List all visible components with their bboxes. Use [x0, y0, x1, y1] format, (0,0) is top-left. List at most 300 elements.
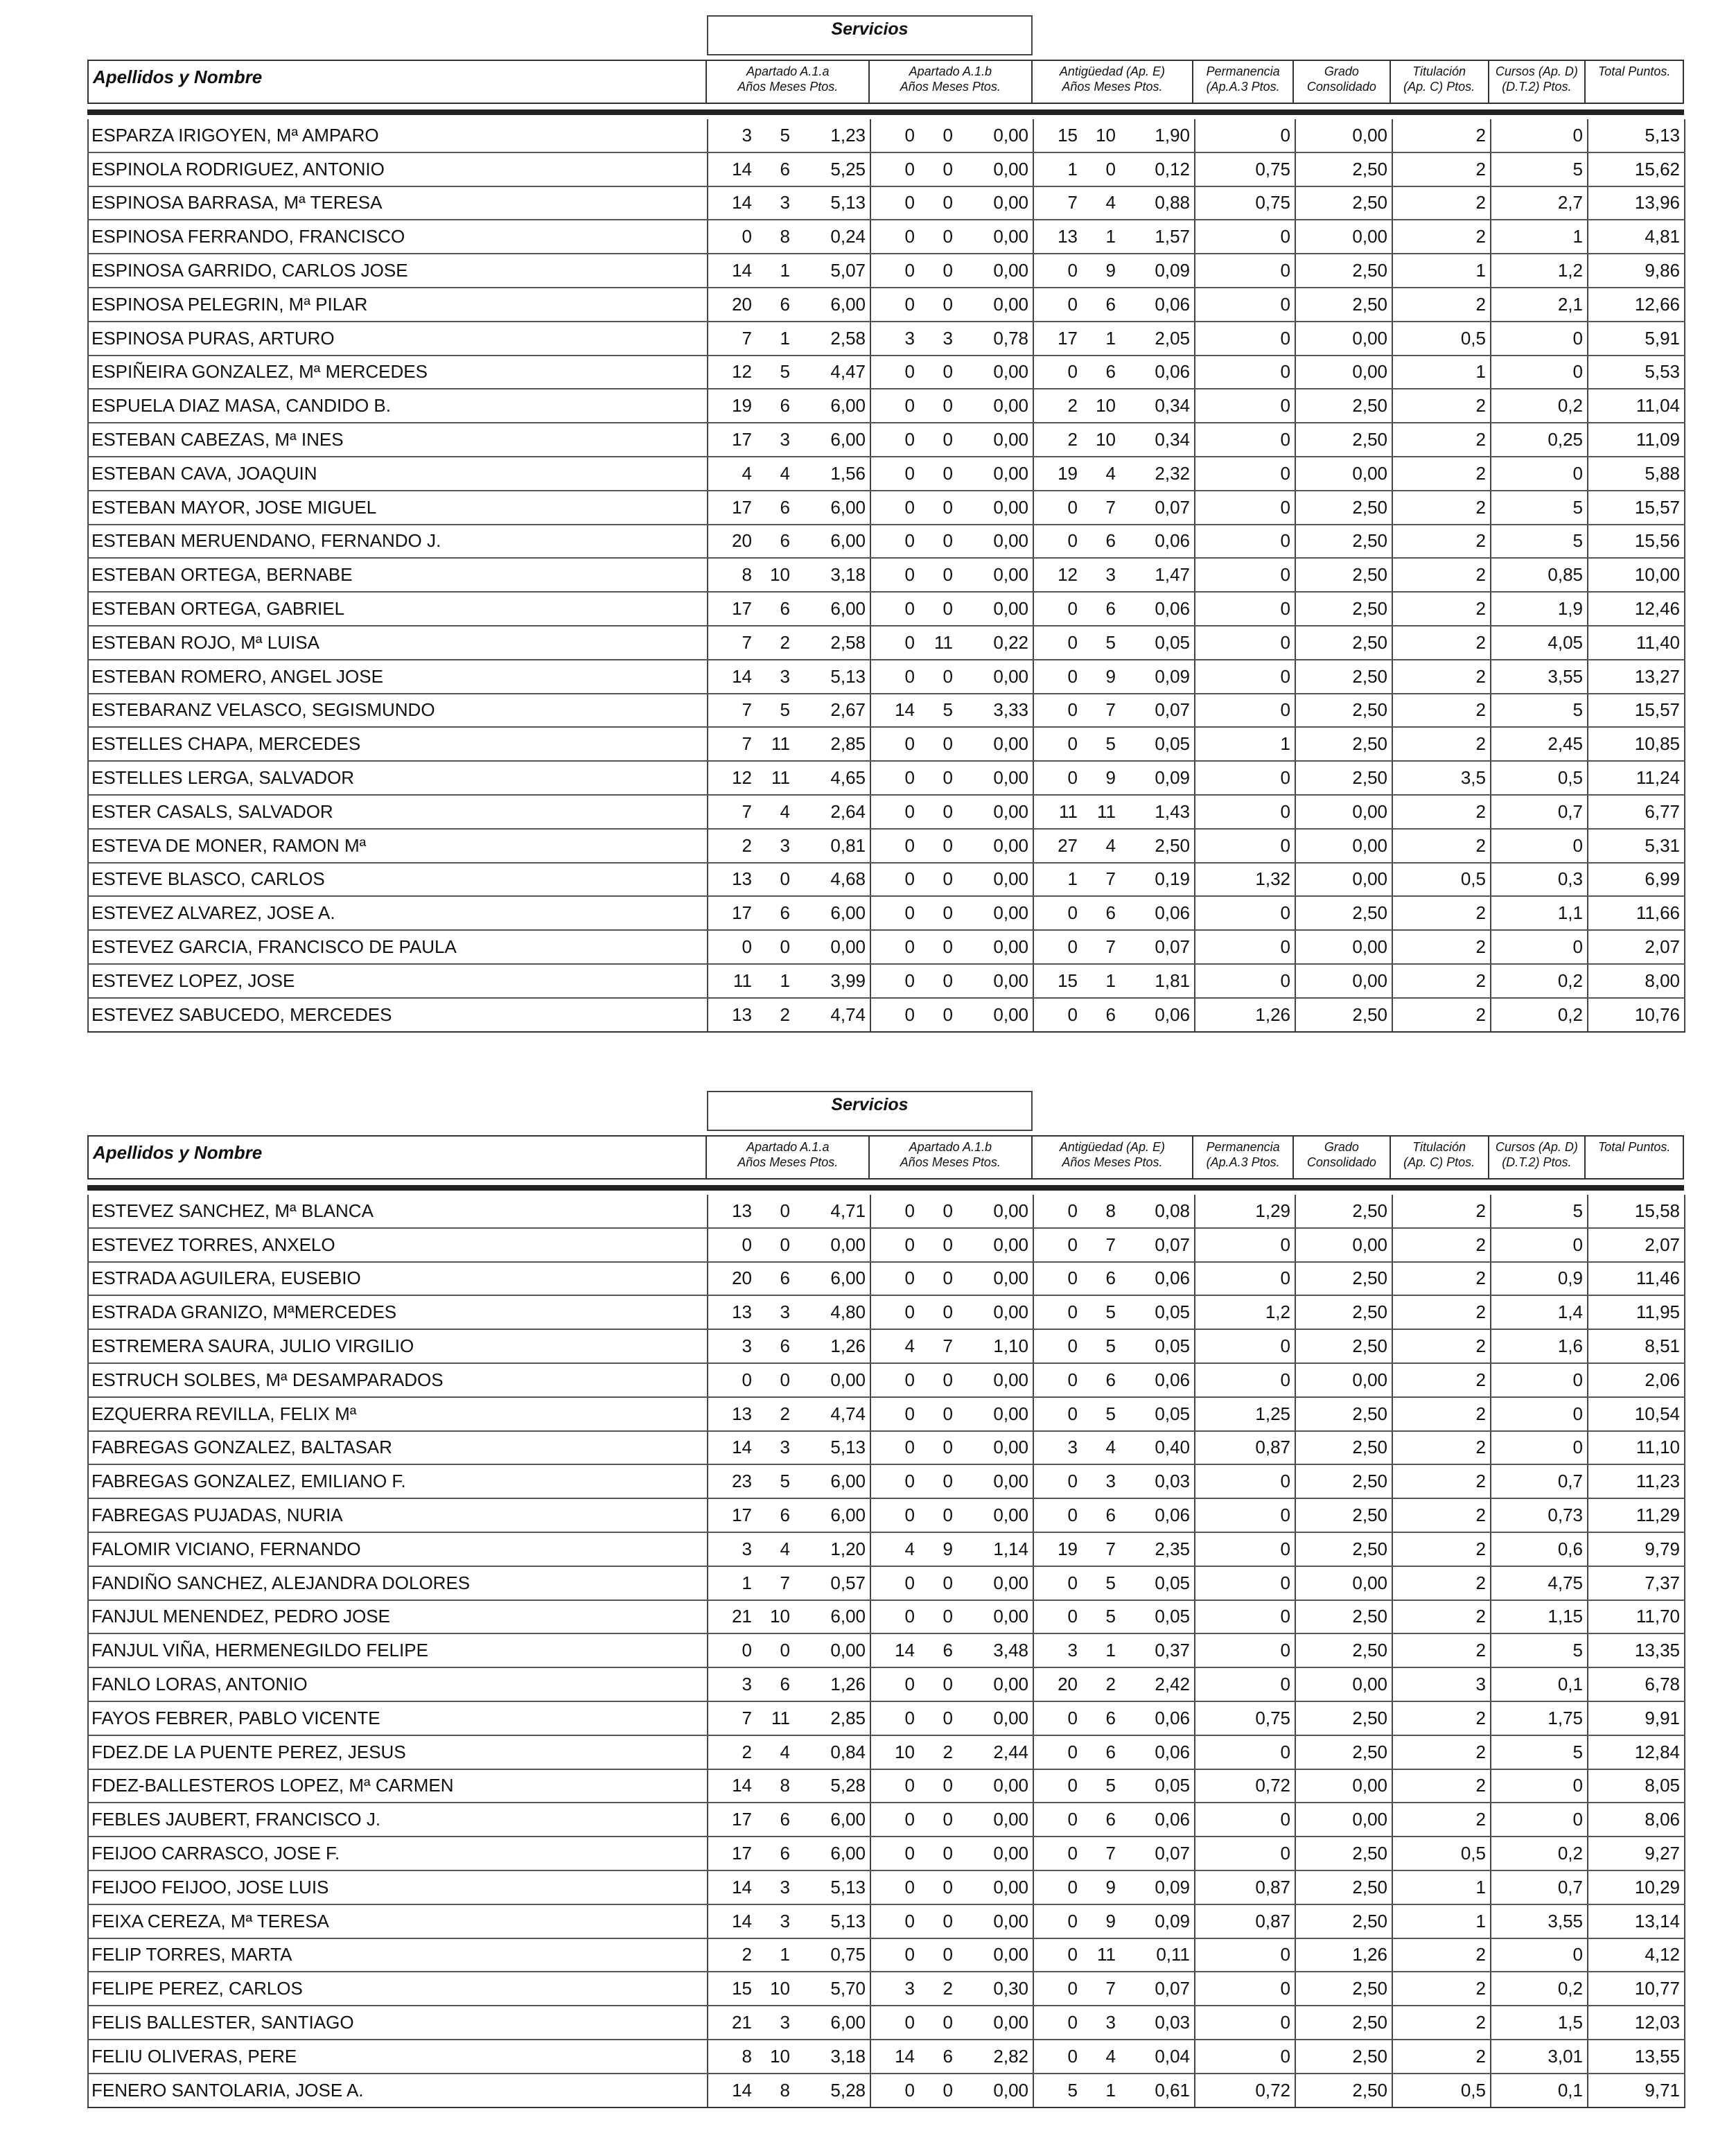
cell-titulacion: 2 — [1392, 558, 1491, 592]
cell-ant-points: 0,06 — [1120, 356, 1195, 389]
cell-ant-months: 3 — [1082, 558, 1120, 592]
cell-total: 4,12 — [1588, 1938, 1685, 1972]
cell-a1a-months: 6 — [756, 525, 794, 559]
table-row — [88, 1600, 1685, 1634]
cell-ant-years: 0 — [1033, 288, 1082, 322]
cell-name: FEIJOO CARRASCO, JOSE F. — [88, 1837, 708, 1870]
cell-a1b-months: 7 — [919, 1329, 957, 1363]
cell-ant-years: 0 — [1033, 1803, 1082, 1837]
cell-total: 4,81 — [1588, 220, 1685, 254]
cell-ant-months: 8 — [1082, 1195, 1120, 1228]
cell-grado: 2,50 — [1295, 254, 1392, 288]
cell-titulacion: 1 — [1392, 356, 1491, 389]
cell-cursos: 0,7 — [1491, 795, 1588, 829]
cell-cursos: 5 — [1491, 1735, 1588, 1769]
cell-a1b-years: 0 — [870, 829, 919, 863]
cell-ant-months: 6 — [1082, 525, 1120, 559]
cell-ant-points: 0,04 — [1120, 2040, 1195, 2074]
cell-ant-months: 11 — [1082, 795, 1120, 829]
cell-a1a-months: 6 — [756, 592, 794, 626]
cell-grado: 2,50 — [1295, 660, 1392, 694]
cell-titulacion: 2 — [1392, 1262, 1491, 1296]
cell-ant-months: 7 — [1082, 1972, 1120, 2006]
cell-ant-years: 0 — [1033, 694, 1082, 728]
cell-cursos: 0,7 — [1491, 1870, 1588, 1904]
cell-permanencia: 0 — [1195, 930, 1295, 964]
header-name: Apellidos y Nombre — [89, 61, 707, 103]
cell-a1b-points: 3,33 — [957, 694, 1033, 728]
cell-cursos: 0,7 — [1491, 1464, 1588, 1498]
cell-name: ESTEVEZ ALVAREZ, JOSE A. — [88, 896, 708, 930]
cell-grado: 2,50 — [1295, 1431, 1392, 1465]
cell-total: 11,29 — [1588, 1498, 1685, 1532]
cell-a1b-months: 0 — [919, 1837, 957, 1870]
cell-name: ESTEBARANZ VELASCO, SEGISMUNDO — [88, 694, 708, 728]
cell-a1a-points: 6,00 — [794, 1498, 870, 1532]
cell-cursos: 0,9 — [1491, 1262, 1588, 1296]
cell-ant-years: 27 — [1033, 829, 1082, 863]
cell-a1a-months: 2 — [756, 998, 794, 1032]
cell-a1b-years: 0 — [870, 1938, 919, 1972]
cell-cursos: 3,55 — [1491, 660, 1588, 694]
cell-ant-years: 0 — [1033, 1837, 1082, 1870]
cell-cursos: 0 — [1491, 1769, 1588, 1803]
cell-ant-points: 1,43 — [1120, 795, 1195, 829]
cell-name: FEIXA CEREZA, Mª TERESA — [88, 1904, 708, 1938]
cell-name: ESTEBAN CAVA, JOAQUIN — [88, 457, 708, 491]
cell-ant-years: 0 — [1033, 1870, 1082, 1904]
cell-permanencia: 0 — [1195, 1262, 1295, 1296]
cell-a1b-points: 1,14 — [957, 1532, 1033, 1566]
cell-total: 2,07 — [1588, 930, 1685, 964]
cell-a1a-years: 17 — [708, 491, 756, 525]
cell-ant-years: 7 — [1033, 186, 1082, 220]
cell-a1a-points: 5,28 — [794, 2074, 870, 2107]
cell-ant-years: 0 — [1033, 1464, 1082, 1498]
cell-a1b-points: 0,00 — [957, 2006, 1033, 2040]
cell-total: 15,57 — [1588, 491, 1685, 525]
cell-name: FABREGAS GONZALEZ, EMILIANO F. — [88, 1464, 708, 1498]
cell-ant-points: 2,05 — [1120, 322, 1195, 356]
cell-permanencia: 0 — [1195, 1228, 1295, 1262]
cell-a1b-years: 0 — [870, 457, 919, 491]
cell-ant-months: 1 — [1082, 964, 1120, 998]
results-table — [87, 119, 1685, 1033]
cell-ant-years: 13 — [1033, 220, 1082, 254]
cell-a1a-years: 17 — [708, 1498, 756, 1532]
cell-name: ESTEVEZ SABUCEDO, MERCEDES — [88, 998, 708, 1032]
header-a1a: Apartado A.1.a Años Meses Ptos. — [707, 1137, 870, 1178]
cell-name: FDEZ-BALLESTEROS LOPEZ, Mª CARMEN — [88, 1769, 708, 1803]
cell-titulacion: 2 — [1392, 288, 1491, 322]
cell-a1b-months: 0 — [919, 1195, 957, 1228]
cell-a1b-months: 0 — [919, 288, 957, 322]
cell-a1a-points: 2,64 — [794, 795, 870, 829]
cell-permanencia: 0 — [1195, 119, 1295, 152]
header-total: Total Puntos. — [1597, 1140, 1671, 1154]
cell-a1a-months: 3 — [756, 1431, 794, 1465]
cell-a1b-months: 0 — [919, 1667, 957, 1701]
cell-a1a-points: 5,70 — [794, 1972, 870, 2006]
cell-a1a-years: 13 — [708, 1295, 756, 1329]
cell-a1a-months: 6 — [756, 1498, 794, 1532]
cell-a1a-months: 10 — [756, 1600, 794, 1634]
cell-ant-months: 4 — [1082, 457, 1120, 491]
cell-permanencia: 0,75 — [1195, 1701, 1295, 1735]
table-row — [88, 119, 1685, 152]
cell-a1b-months: 0 — [919, 389, 957, 423]
cell-grado: 2,50 — [1295, 1735, 1392, 1769]
cell-a1b-years: 3 — [870, 1972, 919, 2006]
cell-titulacion: 2 — [1392, 152, 1491, 186]
cell-total: 11,10 — [1588, 1431, 1685, 1465]
header-antiguedad: Antigüedad (Ap. E) Años Meses Ptos. — [1033, 1137, 1194, 1178]
cell-total: 13,27 — [1588, 660, 1685, 694]
table-row — [88, 1566, 1685, 1600]
cell-a1b-points: 0,00 — [957, 457, 1033, 491]
cell-a1b-months: 0 — [919, 1262, 957, 1296]
cell-ant-points: 0,06 — [1120, 896, 1195, 930]
cell-a1a-points: 6,00 — [794, 1837, 870, 1870]
cell-titulacion: 2 — [1392, 1228, 1491, 1262]
table-row — [88, 1397, 1685, 1431]
cell-total: 11,24 — [1588, 761, 1685, 795]
cell-ant-years: 0 — [1033, 1295, 1082, 1329]
cell-grado: 2,50 — [1295, 1464, 1392, 1498]
cell-permanencia: 1,26 — [1195, 998, 1295, 1032]
servicios-header: Servicios — [707, 1091, 1033, 1131]
cell-a1a-points: 6,00 — [794, 288, 870, 322]
cell-ant-months: 5 — [1082, 1769, 1120, 1803]
cell-grado: 0,00 — [1295, 1803, 1392, 1837]
cell-a1a-months: 11 — [756, 1701, 794, 1735]
cell-ant-points: 0,09 — [1120, 1904, 1195, 1938]
cell-a1a-months: 4 — [756, 1735, 794, 1769]
cell-a1a-years: 20 — [708, 1262, 756, 1296]
cell-ant-years: 0 — [1033, 1228, 1082, 1262]
cell-name: ESTEVEZ TORRES, ANXELO — [88, 1228, 708, 1262]
cell-a1b-points: 0,00 — [957, 592, 1033, 626]
cell-name: FENERO SANTOLARIA, JOSE A. — [88, 2074, 708, 2107]
cell-a1b-years: 0 — [870, 1195, 919, 1228]
cell-ant-months: 3 — [1082, 1464, 1120, 1498]
cell-total: 11,09 — [1588, 423, 1685, 457]
cell-ant-points: 1,57 — [1120, 220, 1195, 254]
cell-a1a-points: 6,00 — [794, 1600, 870, 1634]
cell-a1b-months: 0 — [919, 220, 957, 254]
cell-a1b-points: 0,00 — [957, 1295, 1033, 1329]
cell-a1a-years: 7 — [708, 322, 756, 356]
table-row — [88, 998, 1685, 1032]
cell-a1a-years: 17 — [708, 423, 756, 457]
header-a1a: Apartado A.1.a Años Meses Ptos. — [707, 61, 870, 103]
cell-a1a-points: 5,13 — [794, 1904, 870, 1938]
cell-a1a-years: 14 — [708, 1904, 756, 1938]
cell-ant-points: 0,08 — [1120, 1195, 1195, 1228]
cell-permanencia: 0,75 — [1195, 186, 1295, 220]
cell-a1b-years: 0 — [870, 592, 919, 626]
cell-grado: 2,50 — [1295, 525, 1392, 559]
cell-total: 15,56 — [1588, 525, 1685, 559]
cell-grado: 2,50 — [1295, 998, 1392, 1032]
cell-ant-months: 5 — [1082, 1600, 1120, 1634]
cell-a1b-points: 0,00 — [957, 727, 1033, 761]
cell-a1b-points: 0,00 — [957, 1701, 1033, 1735]
cell-a1a-points: 0,75 — [794, 1938, 870, 1972]
cell-ant-points: 0,05 — [1120, 1295, 1195, 1329]
cell-ant-months: 5 — [1082, 1566, 1120, 1600]
cell-a1a-months: 3 — [756, 1870, 794, 1904]
cell-ant-points: 0,05 — [1120, 1566, 1195, 1600]
cell-a1b-months: 0 — [919, 660, 957, 694]
cell-a1b-years: 0 — [870, 220, 919, 254]
cell-a1b-points: 0,00 — [957, 1837, 1033, 1870]
cell-a1a-years: 0 — [708, 1228, 756, 1262]
cell-ant-points: 0,05 — [1120, 1329, 1195, 1363]
cell-total: 6,78 — [1588, 1667, 1685, 1701]
table-row — [88, 389, 1685, 423]
cell-permanencia: 0 — [1195, 220, 1295, 254]
cell-name: FABREGAS PUJADAS, NURIA — [88, 1498, 708, 1532]
cell-permanencia: 0,75 — [1195, 152, 1295, 186]
cell-a1b-points: 0,00 — [957, 998, 1033, 1032]
cell-cursos: 0,25 — [1491, 423, 1588, 457]
cell-cursos: 1,15 — [1491, 1600, 1588, 1634]
cell-permanencia: 0 — [1195, 1363, 1295, 1397]
cell-cursos: 0,3 — [1491, 863, 1588, 897]
cell-titulacion: 2 — [1392, 1464, 1491, 1498]
cell-permanencia: 0 — [1195, 829, 1295, 863]
cell-a1a-points: 1,20 — [794, 1532, 870, 1566]
cell-name: FEIJOO FEIJOO, JOSE LUIS — [88, 1870, 708, 1904]
cell-titulacion: 2 — [1392, 1397, 1491, 1431]
cell-a1b-months: 0 — [919, 152, 957, 186]
cell-cursos: 1,9 — [1491, 592, 1588, 626]
cell-ant-months: 11 — [1082, 1938, 1120, 1972]
cell-titulacion: 2 — [1392, 896, 1491, 930]
cell-ant-months: 6 — [1082, 1735, 1120, 1769]
cell-permanencia: 0 — [1195, 356, 1295, 389]
cell-grado: 2,50 — [1295, 423, 1392, 457]
cell-cursos: 0,1 — [1491, 1667, 1588, 1701]
table-row — [88, 1262, 1685, 1296]
cell-a1a-months: 11 — [756, 727, 794, 761]
cell-a1b-points: 0,00 — [957, 1938, 1033, 1972]
cell-grado: 2,50 — [1295, 288, 1392, 322]
cell-a1a-months: 6 — [756, 288, 794, 322]
cell-total: 9,79 — [1588, 1532, 1685, 1566]
cell-ant-months: 7 — [1082, 1532, 1120, 1566]
cell-a1a-years: 15 — [708, 1972, 756, 2006]
cell-a1a-years: 14 — [708, 152, 756, 186]
cell-cursos: 3,55 — [1491, 1904, 1588, 1938]
cell-name: ESTEBAN ROJO, Mª LUISA — [88, 626, 708, 660]
cell-a1a-years: 11 — [708, 964, 756, 998]
cell-cursos: 1,75 — [1491, 1701, 1588, 1735]
cell-titulacion: 2 — [1392, 1295, 1491, 1329]
cell-ant-points: 2,35 — [1120, 1532, 1195, 1566]
cell-a1a-points: 1,26 — [794, 1667, 870, 1701]
cell-a1b-years: 0 — [870, 1397, 919, 1431]
cell-ant-months: 9 — [1082, 1870, 1120, 1904]
cell-ant-months: 10 — [1082, 423, 1120, 457]
table-row — [88, 1769, 1685, 1803]
cell-cursos: 0 — [1491, 1228, 1588, 1262]
cell-ant-months: 6 — [1082, 1363, 1120, 1397]
cell-ant-years: 0 — [1033, 356, 1082, 389]
cell-a1a-months: 2 — [756, 626, 794, 660]
cell-total: 9,71 — [1588, 2074, 1685, 2107]
cell-a1b-points: 0,00 — [957, 795, 1033, 829]
cell-cursos: 0,85 — [1491, 558, 1588, 592]
cell-name: FANLO LORAS, ANTONIO — [88, 1667, 708, 1701]
cell-ant-points: 0,34 — [1120, 423, 1195, 457]
cell-a1b-points: 0,00 — [957, 1262, 1033, 1296]
table-row — [88, 2006, 1685, 2040]
table-row — [88, 1633, 1685, 1667]
cell-name: FANJUL VIÑA, HERMENEGILDO FELIPE — [88, 1633, 708, 1667]
cell-cursos: 5 — [1491, 152, 1588, 186]
cell-a1a-months: 5 — [756, 119, 794, 152]
cell-ant-years: 0 — [1033, 626, 1082, 660]
cell-total: 10,54 — [1588, 1397, 1685, 1431]
cell-permanencia: 0 — [1195, 660, 1295, 694]
cell-a1a-years: 7 — [708, 727, 756, 761]
cell-a1b-points: 0,00 — [957, 220, 1033, 254]
cell-cursos: 0,1 — [1491, 2074, 1588, 2107]
cell-ant-years: 0 — [1033, 1938, 1082, 1972]
cell-total: 5,91 — [1588, 322, 1685, 356]
cell-cursos: 5 — [1491, 694, 1588, 728]
cell-grado: 2,50 — [1295, 389, 1392, 423]
cell-a1b-months: 0 — [919, 592, 957, 626]
cell-a1b-years: 0 — [870, 2074, 919, 2107]
table-row — [88, 2074, 1685, 2107]
cell-permanencia: 0 — [1195, 1329, 1295, 1363]
cell-titulacion: 0,5 — [1392, 863, 1491, 897]
cell-a1a-points: 4,74 — [794, 1397, 870, 1431]
cell-a1a-months: 5 — [756, 1464, 794, 1498]
cell-a1a-years: 12 — [708, 761, 756, 795]
cell-titulacion: 0,5 — [1392, 2074, 1491, 2107]
cell-a1b-years: 14 — [870, 2040, 919, 2074]
cell-titulacion: 0,5 — [1392, 322, 1491, 356]
cell-total: 15,57 — [1588, 694, 1685, 728]
cell-name: FELIS BALLESTER, SANTIAGO — [88, 2006, 708, 2040]
cell-ant-points: 0,06 — [1120, 288, 1195, 322]
cell-a1a-points: 4,65 — [794, 761, 870, 795]
cell-permanencia: 0 — [1195, 389, 1295, 423]
cell-titulacion: 2 — [1392, 491, 1491, 525]
cell-a1b-points: 0,00 — [957, 491, 1033, 525]
cell-a1b-points: 0,00 — [957, 1904, 1033, 1938]
cell-a1b-years: 0 — [870, 186, 919, 220]
table-row — [88, 558, 1685, 592]
cell-grado: 2,50 — [1295, 2006, 1392, 2040]
cell-a1a-years: 14 — [708, 254, 756, 288]
cell-permanencia: 0 — [1195, 1464, 1295, 1498]
table-row — [88, 1735, 1685, 1769]
cell-total: 10,29 — [1588, 1870, 1685, 1904]
cell-permanencia: 0 — [1195, 1566, 1295, 1600]
cell-grado: 2,50 — [1295, 727, 1392, 761]
cell-titulacion: 2 — [1392, 1566, 1491, 1600]
cell-total: 13,55 — [1588, 2040, 1685, 2074]
cell-a1b-points: 0,00 — [957, 254, 1033, 288]
cell-a1a-years: 3 — [708, 119, 756, 152]
cell-name: ESTEBAN ORTEGA, BERNABE — [88, 558, 708, 592]
cell-permanencia: 0 — [1195, 626, 1295, 660]
cell-total: 12,66 — [1588, 288, 1685, 322]
cell-permanencia: 0 — [1195, 1803, 1295, 1837]
cell-a1a-years: 7 — [708, 694, 756, 728]
table-row — [88, 186, 1685, 220]
table-row — [88, 1870, 1685, 1904]
cell-ant-points: 0,05 — [1120, 1397, 1195, 1431]
cell-a1a-points: 1,26 — [794, 1329, 870, 1363]
cell-ant-months: 7 — [1082, 1228, 1120, 1262]
cell-name: FEBLES JAUBERT, FRANCISCO J. — [88, 1803, 708, 1837]
cell-cursos: 0,6 — [1491, 1532, 1588, 1566]
cell-permanencia: 0 — [1195, 795, 1295, 829]
cell-a1a-years: 17 — [708, 592, 756, 626]
table-row — [88, 660, 1685, 694]
cell-name: ESTRADA AGUILERA, EUSEBIO — [88, 1262, 708, 1296]
cell-a1b-months: 0 — [919, 2074, 957, 2107]
cell-a1a-months: 6 — [756, 152, 794, 186]
cell-a1b-points: 0,00 — [957, 1803, 1033, 1837]
cell-ant-months: 6 — [1082, 998, 1120, 1032]
cell-a1b-points: 0,00 — [957, 356, 1033, 389]
cell-grado: 0,00 — [1295, 964, 1392, 998]
cell-ant-months: 5 — [1082, 626, 1120, 660]
cell-a1b-points: 0,00 — [957, 1464, 1033, 1498]
table-row — [88, 930, 1685, 964]
cell-titulacion: 2 — [1392, 727, 1491, 761]
cell-titulacion: 2 — [1392, 220, 1491, 254]
cell-cursos: 1,2 — [1491, 254, 1588, 288]
cell-a1a-points: 0,84 — [794, 1735, 870, 1769]
cell-a1a-points: 0,57 — [794, 1566, 870, 1600]
cell-ant-months: 3 — [1082, 2006, 1120, 2040]
cell-ant-points: 2,50 — [1120, 829, 1195, 863]
cell-name: FELIP TORRES, MARTA — [88, 1938, 708, 1972]
cell-cursos: 0 — [1491, 1363, 1588, 1397]
table-row — [88, 1972, 1685, 2006]
cell-name: ESTELLES LERGA, SALVADOR — [88, 761, 708, 795]
cell-a1a-points: 6,00 — [794, 1803, 870, 1837]
cell-a1a-years: 1 — [708, 1566, 756, 1600]
cell-ant-years: 0 — [1033, 761, 1082, 795]
cell-ant-points: 0,05 — [1120, 727, 1195, 761]
table-row — [88, 1803, 1685, 1837]
cell-titulacion: 2 — [1392, 1431, 1491, 1465]
table-row — [88, 1938, 1685, 1972]
cell-ant-months: 9 — [1082, 254, 1120, 288]
cell-name: FANJUL MENENDEZ, PEDRO JOSE — [88, 1600, 708, 1634]
table-row — [88, 1498, 1685, 1532]
cell-a1a-years: 0 — [708, 930, 756, 964]
cell-a1b-months: 0 — [919, 1431, 957, 1465]
cell-a1a-points: 0,81 — [794, 829, 870, 863]
cell-ant-months: 1 — [1082, 2074, 1120, 2107]
cell-grado: 2,50 — [1295, 592, 1392, 626]
cell-a1a-points: 6,00 — [794, 525, 870, 559]
cell-a1b-months: 0 — [919, 1566, 957, 1600]
cell-a1b-points: 0,00 — [957, 1397, 1033, 1431]
cell-ant-points: 2,32 — [1120, 457, 1195, 491]
cell-ant-months: 7 — [1082, 694, 1120, 728]
